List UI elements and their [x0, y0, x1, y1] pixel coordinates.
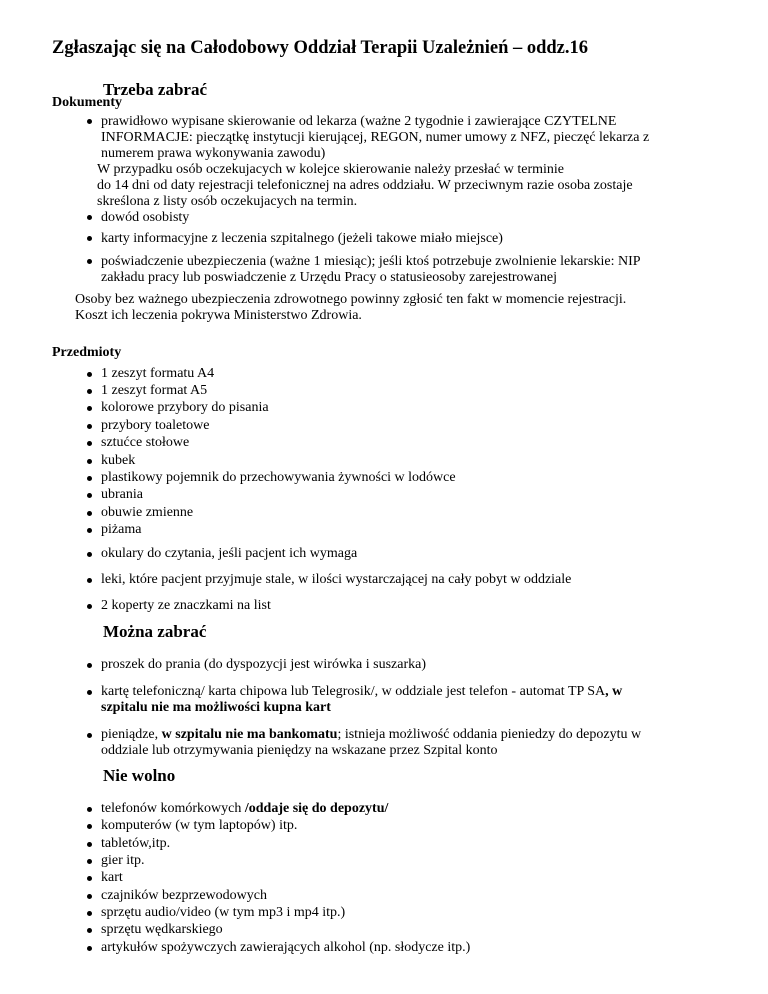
- doc-item-id-card: dowód osobisty: [101, 210, 190, 225]
- list-item: kart: [101, 870, 123, 885]
- bullet-icon: [87, 824, 92, 829]
- list-item: 1 zeszyt formatu A4: [101, 366, 215, 381]
- bullet-icon: [87, 578, 92, 583]
- bullet-icon: [87, 928, 92, 933]
- doc-item-insurance-line1: poświadczenie ubezpieczenia (ważne 1 miesiąc); jeśli ktoś potrzebuje zwolnienie lekarskie: NIP: [101, 254, 641, 269]
- phone-card-text: kartę telefoniczną/ karta chipowa lub Telegrosik/, w oddziale jest telefon - automat TP SA: [101, 684, 606, 699]
- money-line2: oddziale lub otrzymywania pieniędzy na wskazane przez Szpital konto: [101, 743, 498, 758]
- insurance-note-line1: Osoby bez ważnego ubezpieczenia zdrowotnego powinny zgłosić ten fakt w momencie rejestracji.: [75, 292, 627, 307]
- doc-item-referral-line6: skreślona z listy osób oczekujacych na termin.: [97, 194, 358, 209]
- heading-mozna-zabrac: Można zabrać: [103, 622, 207, 641]
- bullet-icon: [87, 733, 92, 738]
- list-item: leki, które pacjent przyjmuje stale, w ilości wystarczającej na cały pobyt w oddziale: [101, 572, 572, 587]
- bullet-icon: [87, 236, 92, 241]
- bullet-icon: [87, 476, 92, 481]
- bullet-icon: [87, 459, 92, 464]
- bullet-icon: [87, 604, 92, 609]
- bullet-icon: [87, 690, 92, 695]
- bullet-icon: [87, 528, 92, 533]
- money-line1: [101, 727, 641, 743]
- doc-item-insurance-line2: zakładu pracy lub poswiadczenie z Urzędu Pracy o statusieosoby zarejestrowanej: [101, 270, 557, 285]
- list-item: ubrania: [101, 487, 143, 502]
- list-item: obuwie zmienne: [101, 505, 194, 520]
- list-item: sprzętu audio/video (w tym mp3 i mp4 itp.): [101, 905, 346, 920]
- bullet-icon: [87, 493, 92, 498]
- bullet-icon: [87, 911, 92, 916]
- list-item: komputerów (w tym laptopów) itp.: [101, 818, 298, 833]
- bullet-icon: [87, 663, 92, 668]
- bullet-icon: [87, 511, 92, 516]
- bullet-icon: [87, 894, 92, 899]
- list-item: kubek: [101, 453, 136, 468]
- bullet-icon: [87, 946, 92, 951]
- bullet-icon: [87, 441, 92, 446]
- list-item: plastikowy pojemnik do przechowywania żywności w lodówce: [101, 470, 456, 485]
- doc-item-referral-line3: numerem prawa wykonywania zawodu): [101, 146, 326, 161]
- bullet-icon: [87, 119, 92, 124]
- list-item: sztućce stołowe: [101, 435, 190, 450]
- heading-przedmioty: Przedmioty: [52, 345, 122, 360]
- phone-card-bold: , w: [605, 684, 623, 699]
- doc-item-referral-line4: W przypadku osób oczekujacych w kolejce skierowanie należy przesłać w terminie: [97, 162, 564, 177]
- bullet-icon: [87, 215, 92, 220]
- doc-item-referral-line5: do 14 dni od daty rejestracji telefonicznej na adres oddziału. W przeciwnym razie osoba zostaje: [97, 178, 633, 193]
- list-item: proszek do prania (do dyspozycji jest wirówka i suszarka): [101, 657, 427, 672]
- bullet-icon: [87, 389, 92, 394]
- bullet-icon: [87, 372, 92, 377]
- list-item: tabletów,itp.: [101, 836, 171, 851]
- doc-item-referral-line1: prawidłowo wypisane skierowanie od lekarza (ważne 2 tygodnie i zawierające CZYTELNE: [101, 114, 617, 129]
- money-pre: pieniądze,: [101, 727, 162, 742]
- money-post: ; istnieja możliwość oddania pieniedzy do depozytu w: [337, 727, 642, 742]
- mobile-phones-bold: /oddaje się do depozytu/: [244, 801, 389, 816]
- doc-item-referral-line2: INFORMACJE: pieczątkę instytucji kierującej, REGON, numer umowy z NFZ, pieczęć lekarza z: [101, 130, 650, 145]
- money-bold: w szpitalu nie ma bankomatu: [161, 727, 338, 742]
- list-item: artykułów spożywczych zawierających alkohol (np. słodycze itp.): [101, 940, 471, 955]
- heading-dokumenty: Dokumenty: [52, 95, 123, 110]
- list-item: okulary do czytania, jeśli pacjent ich wymaga: [101, 546, 358, 561]
- bullet-icon: [87, 842, 92, 847]
- bullet-icon: [87, 259, 92, 264]
- list-item: [101, 801, 388, 817]
- list-item: kolorowe przybory do pisania: [101, 400, 269, 415]
- list-item: 1 zeszyt format A5: [101, 383, 208, 398]
- bullet-icon: [87, 424, 92, 429]
- insurance-note-line2: Koszt ich leczenia pokrywa Ministerstwo Zdrowia.: [75, 308, 362, 323]
- list-item: przybory toaletowe: [101, 418, 210, 433]
- mobile-phones-text: telefonów komórkowych: [101, 801, 245, 816]
- bullet-icon: [87, 406, 92, 411]
- list-item: czajników bezprzewodowych: [101, 888, 267, 903]
- doc-item-hospital-cards: karty informacyjne z leczenia szpitalnego (jeżeli takowe miało miejsce): [101, 231, 503, 246]
- heading-trzeba-zabrac: Trzeba zabrać: [103, 80, 208, 99]
- phone-card-line1: [101, 684, 622, 700]
- list-item: piżama: [101, 522, 142, 537]
- heading-nie-wolno: Nie wolno: [103, 766, 176, 785]
- document-title: Zgłaszając się na Całodobowy Oddział Terapii Uzależnień – oddz.16: [52, 38, 589, 58]
- bullet-icon: [87, 807, 92, 812]
- bullet-icon: [87, 876, 92, 881]
- list-item: sprzętu wędkarskiego: [101, 922, 223, 937]
- list-item: gier itp.: [101, 853, 145, 868]
- bullet-icon: [87, 859, 92, 864]
- phone-card-line2: szpitalu nie ma możliwości kupna kart: [101, 700, 331, 715]
- bullet-icon: [87, 552, 92, 557]
- list-item: 2 koperty ze znaczkami na list: [101, 598, 271, 613]
